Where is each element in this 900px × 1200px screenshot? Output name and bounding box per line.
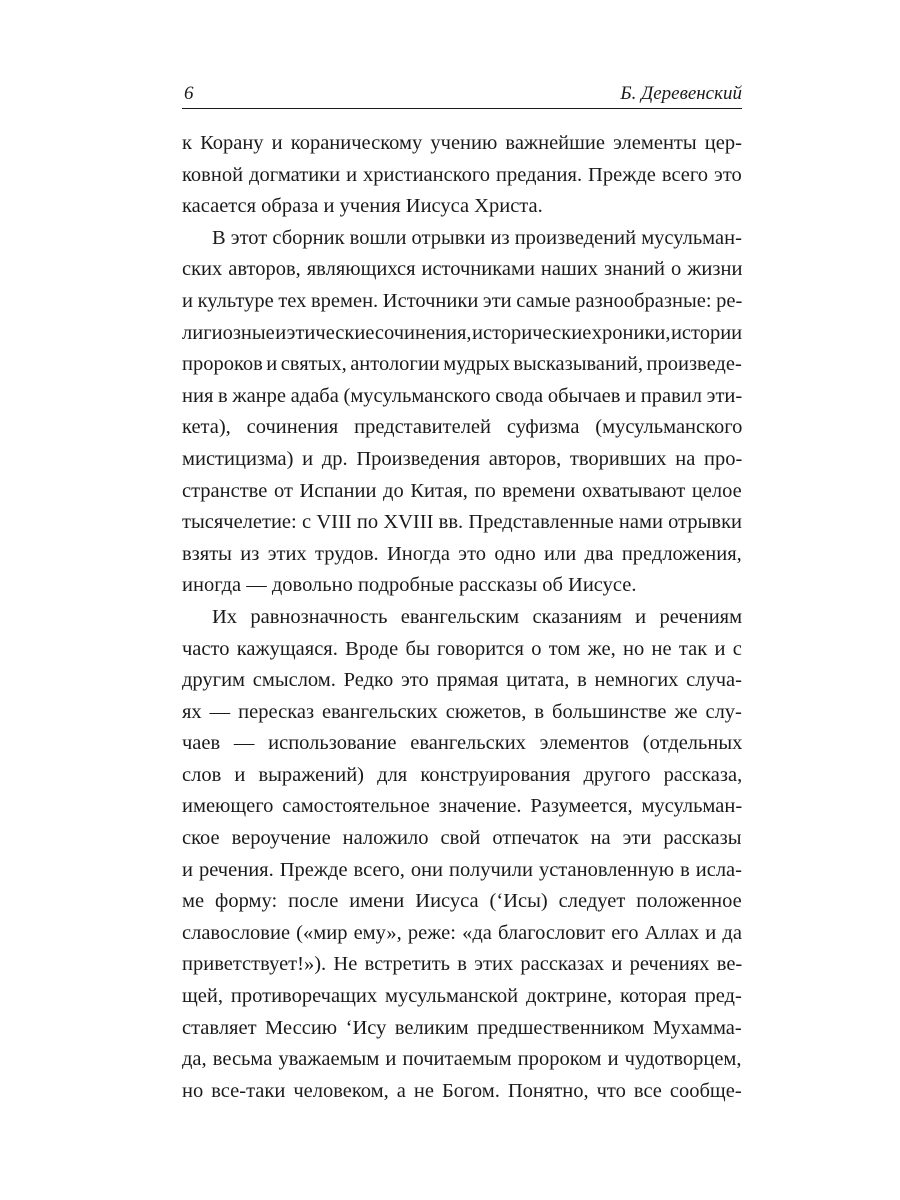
text-line: В этот сборник вошли отрывки из произведений мусульман- <box>212 226 742 249</box>
text-line: имеющего самостоятельное значение. Разумеется, мусульман- <box>182 795 743 818</box>
running-head-author: Б. Деревенский <box>620 83 742 104</box>
text-line: иногда — довольно подробные рассказы об Иисусе. <box>182 574 637 597</box>
text-line: чаев — использование евангельских элементов (отдельных <box>182 732 743 755</box>
text-line: щей, противоречащих мусульманской доктрине, которая пред- <box>182 985 742 1008</box>
text-line: ских авторов, являющихся источниками наших знаний о жизни <box>182 258 743 281</box>
text-line: мистицизма) и др. Произведения авторов, творивших на про- <box>182 447 743 470</box>
text-line: ме форму: после имени Иисуса (‘Исы) следует положенное <box>182 890 742 913</box>
text-line: ставляет Мессию ‘Ису великим предшественником Мухамма- <box>182 1016 742 1039</box>
text-line: другим смыслом. Редко это прямая цитата, в немногих случа- <box>182 669 742 692</box>
text-line: ское вероучение наложило свой отпечаток на эти рассказы <box>182 827 742 850</box>
page-header <box>182 80 742 109</box>
text-line: кета), сочинения представителей суфизма (мусульманского <box>182 416 743 439</box>
text-line: и культуре тех времен. Источники эти самые разнообразные: ре- <box>182 289 743 312</box>
text-line: взяты из этих трудов. Иногда это одно или два предложения, <box>182 542 742 565</box>
text-line: ях — пересказ евангельских сюжетов, в большинстве же слу- <box>182 700 742 723</box>
text-line: часто кажущаяся. Вроде бы говорится о том же, но не так и с <box>182 637 742 660</box>
text-line: к Корану и кораническому учению важнейшие элементы цер- <box>182 132 742 154</box>
text-line: славословие («мир ему», реже: «да благословит его Аллах и да <box>182 921 742 944</box>
text-line: слов и выражений) для конструирования другого рассказа, <box>182 763 743 786</box>
text-line: касается образа и учения Иисуса Христа. <box>182 195 543 218</box>
text-line: пророков и святых, антологии мудрых высказываний, произведе- <box>182 353 742 376</box>
text-line: но все-таки человеком, а не Богом. Понятно, что все сообще- <box>182 1079 742 1102</box>
text-line: странстве от Испании до Китая, по времени охватывают целое <box>182 479 742 502</box>
page-number: 6 <box>184 83 194 104</box>
body-text <box>182 128 742 1107</box>
text-line: приветствует!»). Не встретить в этих рассказах и речениях ве- <box>182 953 743 976</box>
text-line: тысячелетие: с VIII по XVIII вв. Представленные нами отрывки <box>182 511 743 534</box>
text-line: и речения. Прежде всего, они получили установленную в исла- <box>182 858 742 881</box>
text-line: ковной догматики и христианского предания. Прежде всего это <box>182 163 742 186</box>
text-line: ния в жанре адаба (мусульманского свода обычаев и правил эти- <box>182 384 743 407</box>
text-line: Их равнозначность евангельским сказаниям и речениям <box>212 605 743 628</box>
text-line: лигиозные и этические сочинения, исторические хроники, истории <box>182 321 743 344</box>
text-line: да, весьма уважаемым и почитаемым пророком и чудотворцем, <box>182 1048 742 1071</box>
